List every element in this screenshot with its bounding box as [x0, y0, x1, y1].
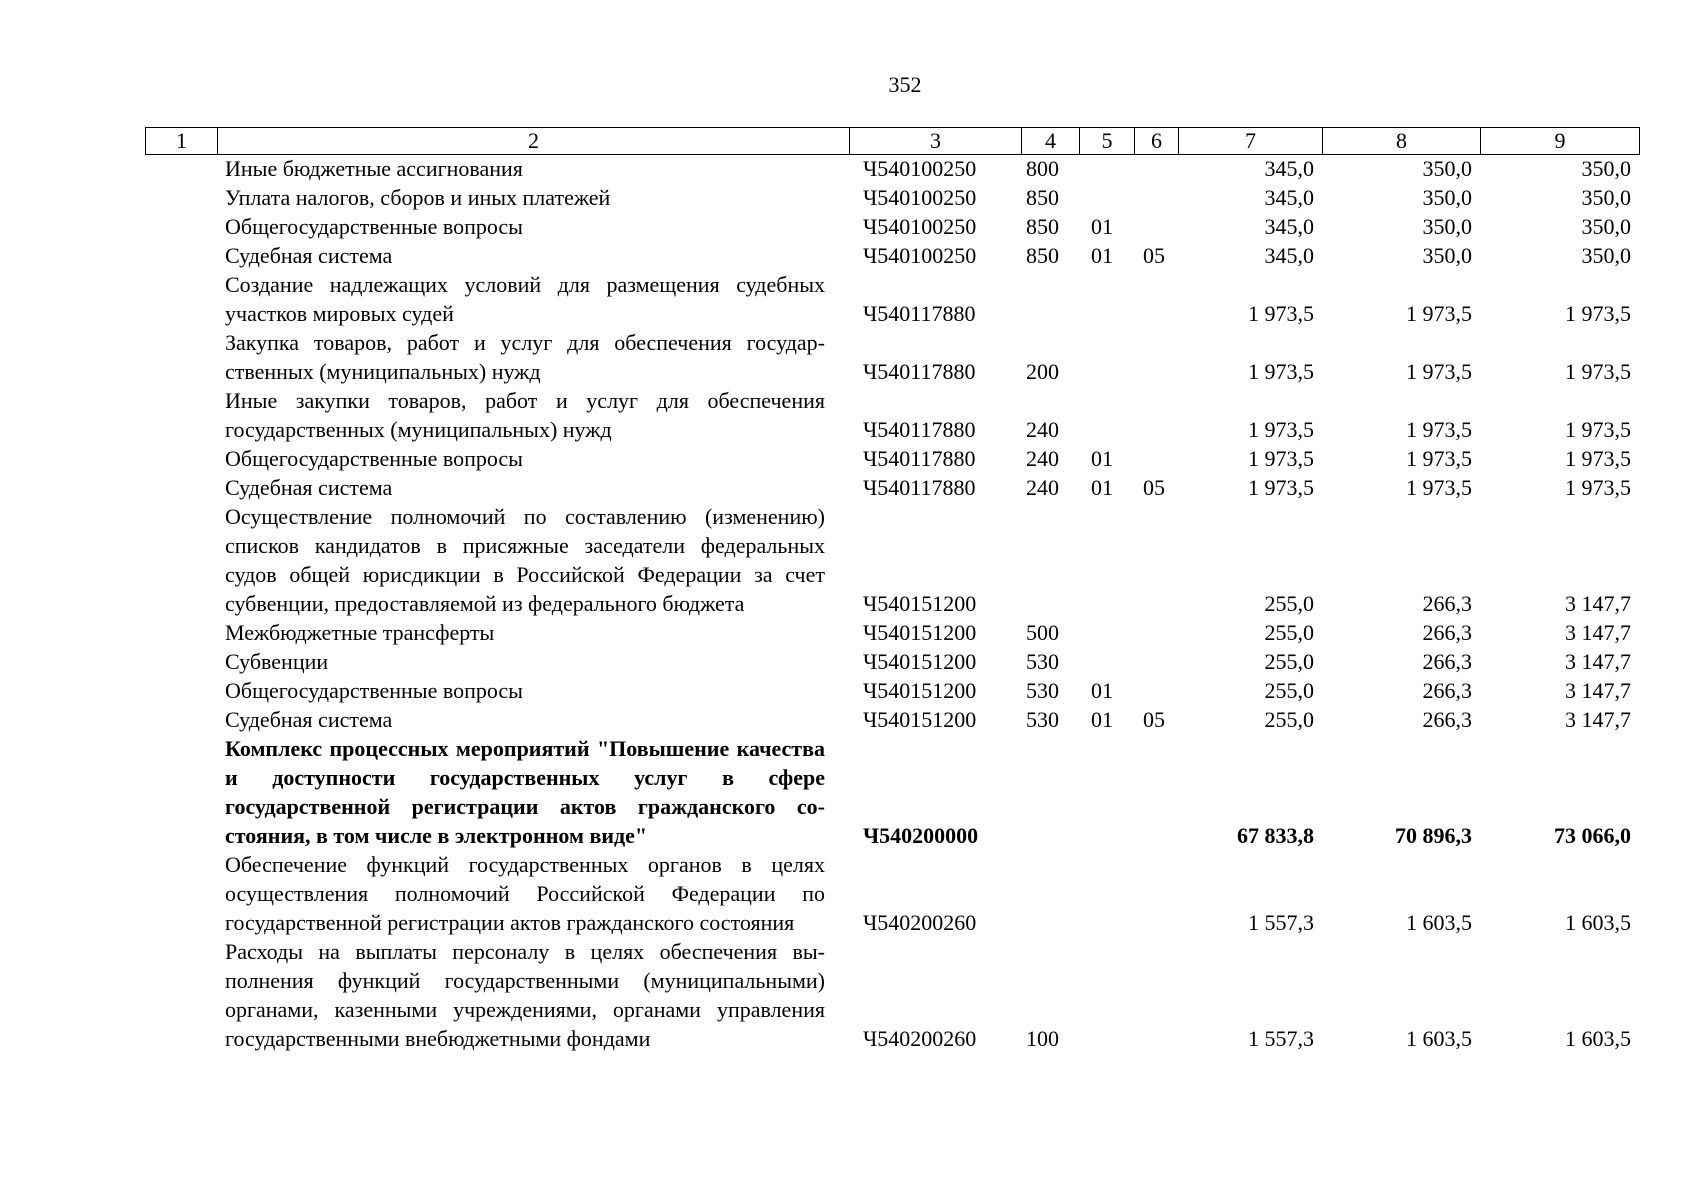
row-section: 01	[1091, 446, 1113, 471]
row-value-col8: 266,3	[1422, 591, 1472, 616]
row-value-col9: 3 147,7	[1565, 591, 1631, 616]
row-value-col8: 266,3	[1422, 678, 1472, 703]
row-name: Комплекс процессных мероприятий "Повышение качества и доступности государственных услуг в сфере государственной регистрации актов гражданского состояния, в том числе в электронном виде"	[225, 736, 825, 848]
row-code: Ч540151200	[863, 649, 977, 674]
row-value-col8: 1 973,5	[1406, 359, 1472, 384]
row-value-col7: 1 973,5	[1248, 417, 1314, 442]
row-expense-type: 800	[1026, 156, 1059, 181]
row-value-col9: 1 973,5	[1565, 446, 1631, 471]
row-value-col7: 255,0	[1264, 591, 1314, 616]
header-col-9: 9	[1481, 128, 1640, 155]
row-value-col7: 255,0	[1264, 620, 1314, 645]
row-expense-type: 530	[1026, 678, 1059, 703]
table-row	[145, 502, 1639, 618]
header-col-7: 7	[1179, 128, 1323, 155]
row-expense-type: 850	[1026, 243, 1059, 268]
row-expense-type: 530	[1026, 649, 1059, 674]
row-subsection: 05	[1143, 243, 1165, 268]
row-value-col9: 350,0	[1581, 156, 1631, 181]
row-code: Ч540117880	[863, 301, 976, 326]
row-value-col7: 1 557,3	[1248, 1026, 1314, 1051]
row-expense-type: 530	[1026, 707, 1059, 732]
row-code: Ч540117880	[863, 446, 976, 471]
page-number: 352	[888, 72, 922, 97]
row-code: Ч540117880	[863, 417, 976, 442]
row-expense-type: 200	[1026, 359, 1059, 384]
row-name: Уплата налогов, сборов и иных платежей	[225, 185, 611, 210]
row-value-col9: 1 973,5	[1565, 475, 1631, 500]
row-value-col8: 1 973,5	[1406, 475, 1472, 500]
row-expense-type: 240	[1026, 475, 1059, 500]
row-value-col8: 266,3	[1422, 707, 1472, 732]
header-col-4: 4	[1022, 128, 1080, 155]
row-value-col9: 350,0	[1581, 214, 1631, 239]
row-code: Ч540151200	[863, 678, 977, 703]
row-value-col8: 350,0	[1422, 243, 1472, 268]
row-code: Ч540100250	[863, 185, 977, 210]
row-name: Осуществление полномочий по составлению (изменению) списков кандидатов в присяжные заседатели федеральных судов общей юрисдикции в Российской Федерации за счет субвенции, предоставляемой из федерального бюджета	[225, 504, 825, 616]
row-name: Межбюджетные трансферты	[225, 620, 495, 645]
row-expense-type: 500	[1026, 620, 1059, 645]
row-name: Иные закупки товаров, работ и услуг для обеспечения государственных (муниципальных) нужд	[225, 388, 825, 442]
row-value-col9: 3 147,7	[1565, 678, 1631, 703]
row-code: Ч540151200	[863, 620, 977, 645]
row-value-col9: 73 066,0	[1554, 823, 1631, 848]
table-row	[145, 444, 1639, 473]
header-col-5: 5	[1080, 128, 1135, 155]
row-value-col7: 1 973,5	[1248, 446, 1314, 471]
table-row	[145, 270, 1639, 328]
row-value-col9: 3 147,7	[1565, 707, 1631, 732]
header-col-3: 3	[850, 128, 1022, 155]
row-name: Расходы на выплаты персоналу в целях обеспечения выполнения функций государственными (муниципальными) органами, казенными учреждениями, органами управления государственными внебюджетными фондами	[225, 939, 825, 1051]
row-code: Ч540100250	[863, 243, 977, 268]
row-value-col7: 255,0	[1264, 707, 1314, 732]
row-value-col7: 345,0	[1264, 185, 1314, 210]
budget-table-body	[145, 154, 1639, 1053]
row-value-col7: 1 557,3	[1248, 910, 1314, 935]
row-name: Судебная система	[225, 475, 393, 500]
table-row	[145, 473, 1639, 502]
row-value-col8: 350,0	[1422, 185, 1472, 210]
row-value-col7: 345,0	[1264, 214, 1314, 239]
row-name: Судебная система	[225, 707, 393, 732]
row-code: Ч540200000	[863, 823, 979, 848]
table-row	[145, 618, 1639, 647]
row-value-col7: 1 973,5	[1248, 475, 1314, 500]
table-row	[145, 386, 1639, 444]
row-section: 01	[1091, 243, 1113, 268]
row-value-col7: 67 833,8	[1237, 823, 1314, 848]
row-code: Ч540151200	[863, 591, 977, 616]
row-value-col8: 350,0	[1422, 214, 1472, 239]
row-section: 01	[1091, 214, 1113, 239]
row-value-col9: 3 147,7	[1565, 620, 1631, 645]
header-col-2: 2	[218, 128, 850, 155]
table-row	[145, 647, 1639, 676]
row-value-col9: 350,0	[1581, 185, 1631, 210]
row-expense-type: 240	[1026, 417, 1059, 442]
row-value-col7: 255,0	[1264, 678, 1314, 703]
row-value-col8: 1 973,5	[1406, 417, 1472, 442]
row-name: Общегосударственные вопросы	[225, 446, 523, 471]
row-section: 01	[1091, 678, 1113, 703]
row-value-col9: 1 603,5	[1565, 910, 1631, 935]
table-row	[145, 154, 1639, 183]
row-name: Субвенции	[225, 649, 329, 674]
table-row	[145, 734, 1639, 850]
row-expense-type: 240	[1026, 446, 1059, 471]
table-row	[145, 937, 1639, 1053]
row-value-col7: 255,0	[1264, 649, 1314, 674]
row-expense-type: 850	[1026, 185, 1059, 210]
row-value-col9: 350,0	[1581, 243, 1631, 268]
table-row	[145, 183, 1639, 212]
table-row	[145, 850, 1639, 937]
row-value-col8: 266,3	[1422, 649, 1472, 674]
row-name: Создание надлежащих условий для размещения судебных участков мировых судей	[225, 272, 825, 326]
row-value-col8: 1 973,5	[1406, 446, 1472, 471]
row-subsection: 05	[1143, 707, 1165, 732]
table-row	[145, 676, 1639, 705]
row-value-col7: 1 973,5	[1248, 301, 1314, 326]
row-value-col9: 3 147,7	[1565, 649, 1631, 674]
row-code: Ч540117880	[863, 475, 976, 500]
table-row	[145, 328, 1639, 386]
row-name: Иные бюджетные ассигнования	[225, 156, 523, 181]
row-name: Общегосударственные вопросы	[225, 678, 523, 703]
row-code: Ч540151200	[863, 707, 977, 732]
row-value-col7: 345,0	[1264, 243, 1314, 268]
row-code: Ч540200260	[863, 910, 977, 935]
row-value-col7: 1 973,5	[1248, 359, 1314, 384]
row-value-col7: 345,0	[1264, 156, 1314, 181]
table-row	[145, 241, 1639, 270]
header-col-6: 6	[1135, 128, 1179, 155]
row-value-col8: 70 896,3	[1395, 823, 1472, 848]
row-name: Обеспечение функций государственных органов в целях осуществления полномочий Российской Федерации по государственной регистрации актов гражданского состояния	[225, 852, 825, 935]
row-value-col9: 1 973,5	[1565, 417, 1631, 442]
row-subsection: 05	[1143, 475, 1165, 500]
row-name: Общегосударственные вопросы	[225, 214, 523, 239]
row-value-col8: 1 603,5	[1406, 1026, 1472, 1051]
row-expense-type: 850	[1026, 214, 1059, 239]
row-value-col8: 266,3	[1422, 620, 1472, 645]
row-value-col9: 1 603,5	[1565, 1026, 1631, 1051]
row-name: Закупка товаров, работ и услуг для обеспечения государственных (муниципальных) нужд	[225, 330, 825, 384]
table-row	[145, 212, 1639, 241]
header-col-8: 8	[1323, 128, 1481, 155]
row-value-col8: 1 603,5	[1406, 910, 1472, 935]
row-code: Ч540100250	[863, 214, 977, 239]
row-code: Ч540117880	[863, 359, 976, 384]
row-section: 01	[1091, 475, 1113, 500]
row-code: Ч540200260	[863, 1026, 977, 1051]
row-value-col9: 1 973,5	[1565, 301, 1631, 326]
row-name: Судебная система	[225, 243, 393, 268]
table-row	[145, 705, 1639, 734]
row-value-col9: 1 973,5	[1565, 359, 1631, 384]
row-expense-type: 100	[1026, 1026, 1059, 1051]
row-section: 01	[1091, 707, 1113, 732]
header-col-1: 1	[146, 128, 218, 155]
row-value-col8: 1 973,5	[1406, 301, 1472, 326]
row-code: Ч540100250	[863, 156, 977, 181]
column-number-header	[145, 127, 1640, 155]
row-value-col8: 350,0	[1422, 156, 1472, 181]
